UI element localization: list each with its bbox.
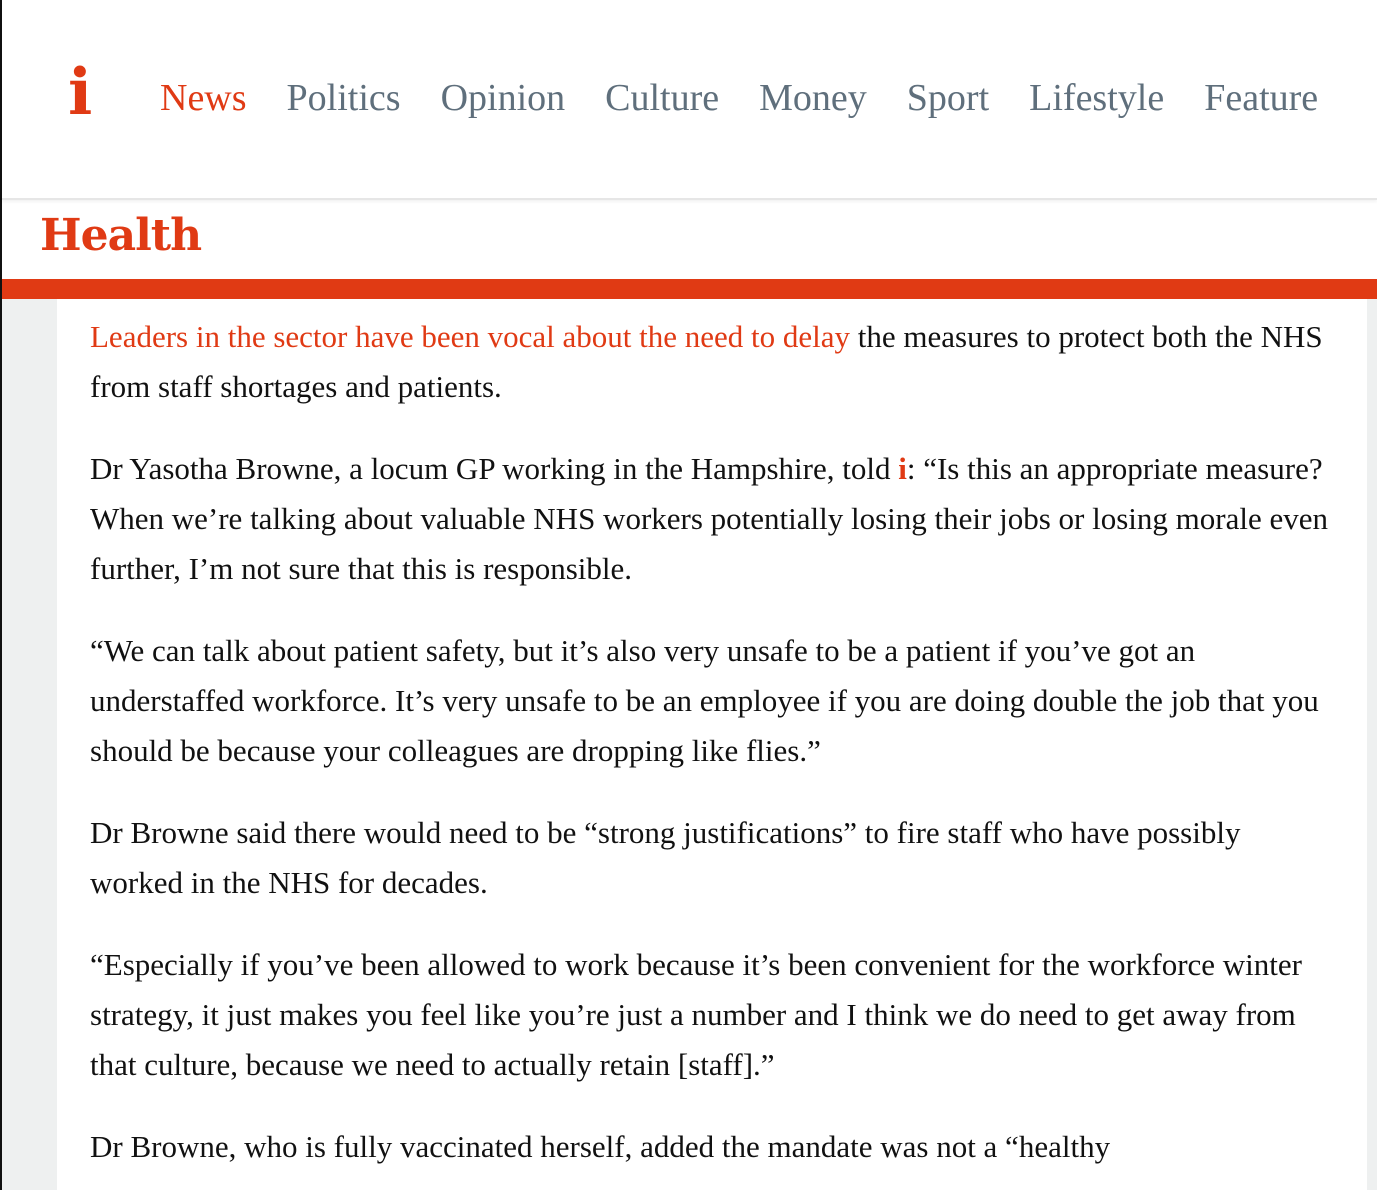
paragraph-text: Dr Yasotha Browne, a locum GP working in the Hampshire, told [90,451,899,486]
main-nav [160,74,1358,122]
paragraph: Dr Browne, who is fully vaccinated herself, added the mandate was not a “healthy [90,1129,1111,1164]
section-divider [2,279,1377,299]
site-logo[interactable]: i [68,55,93,130]
right-gutter [1367,299,1377,1190]
nav-politics[interactable]: Politics [286,77,401,119]
nav-lifestyle[interactable]: Lifestyle [1029,77,1165,119]
nav-money[interactable]: Money [759,77,867,119]
article-link[interactable]: Leaders in the sector have been vocal about the need to delay [90,319,851,354]
article-body [90,312,1340,1204]
nav-culture[interactable]: Culture [605,77,720,119]
paragraph-text: : “Is this an appropriate measure? When we’re talking about valuable NHS workers potentially losing their jobs or losing morale even further, I’m not sure that this is responsible. [90,451,1328,586]
paragraph: Dr Browne said there would need to be “strong justifications” to fire staff who have possibly worked in the NHS for decades. [90,815,1241,900]
site-header [2,0,1377,200]
section-title[interactable]: Health [40,210,202,261]
paragraph-text: the measures to protect both the NHS from staff shortages and patients. [90,319,1323,404]
paragraph: “We can talk about patient safety, but it’s also very unsafe to be a patient if you’ve got an understaffed workforce. It’s very unsafe to be an employee if you are doing double the job that you should be because your colleagues are dropping like flies.” [90,633,1319,768]
nav-features[interactable]: Feature [1204,77,1319,119]
paragraph: “Especially if you’ve been allowed to work because it’s been convenient for the workforce winter strategy, it just makes you feel like you’re just a number and I think we do need to get away from that culture, because we need to actually retain [staff].” [90,947,1302,1082]
paragraph [90,444,1340,594]
paragraph [90,312,1340,412]
nav-news[interactable]: News [160,77,247,119]
left-gutter [2,299,57,1190]
nav-opinion[interactable]: Opinion [440,77,566,119]
i-brand-mark: i [898,451,907,486]
nav-sport[interactable]: Sport [906,77,990,119]
